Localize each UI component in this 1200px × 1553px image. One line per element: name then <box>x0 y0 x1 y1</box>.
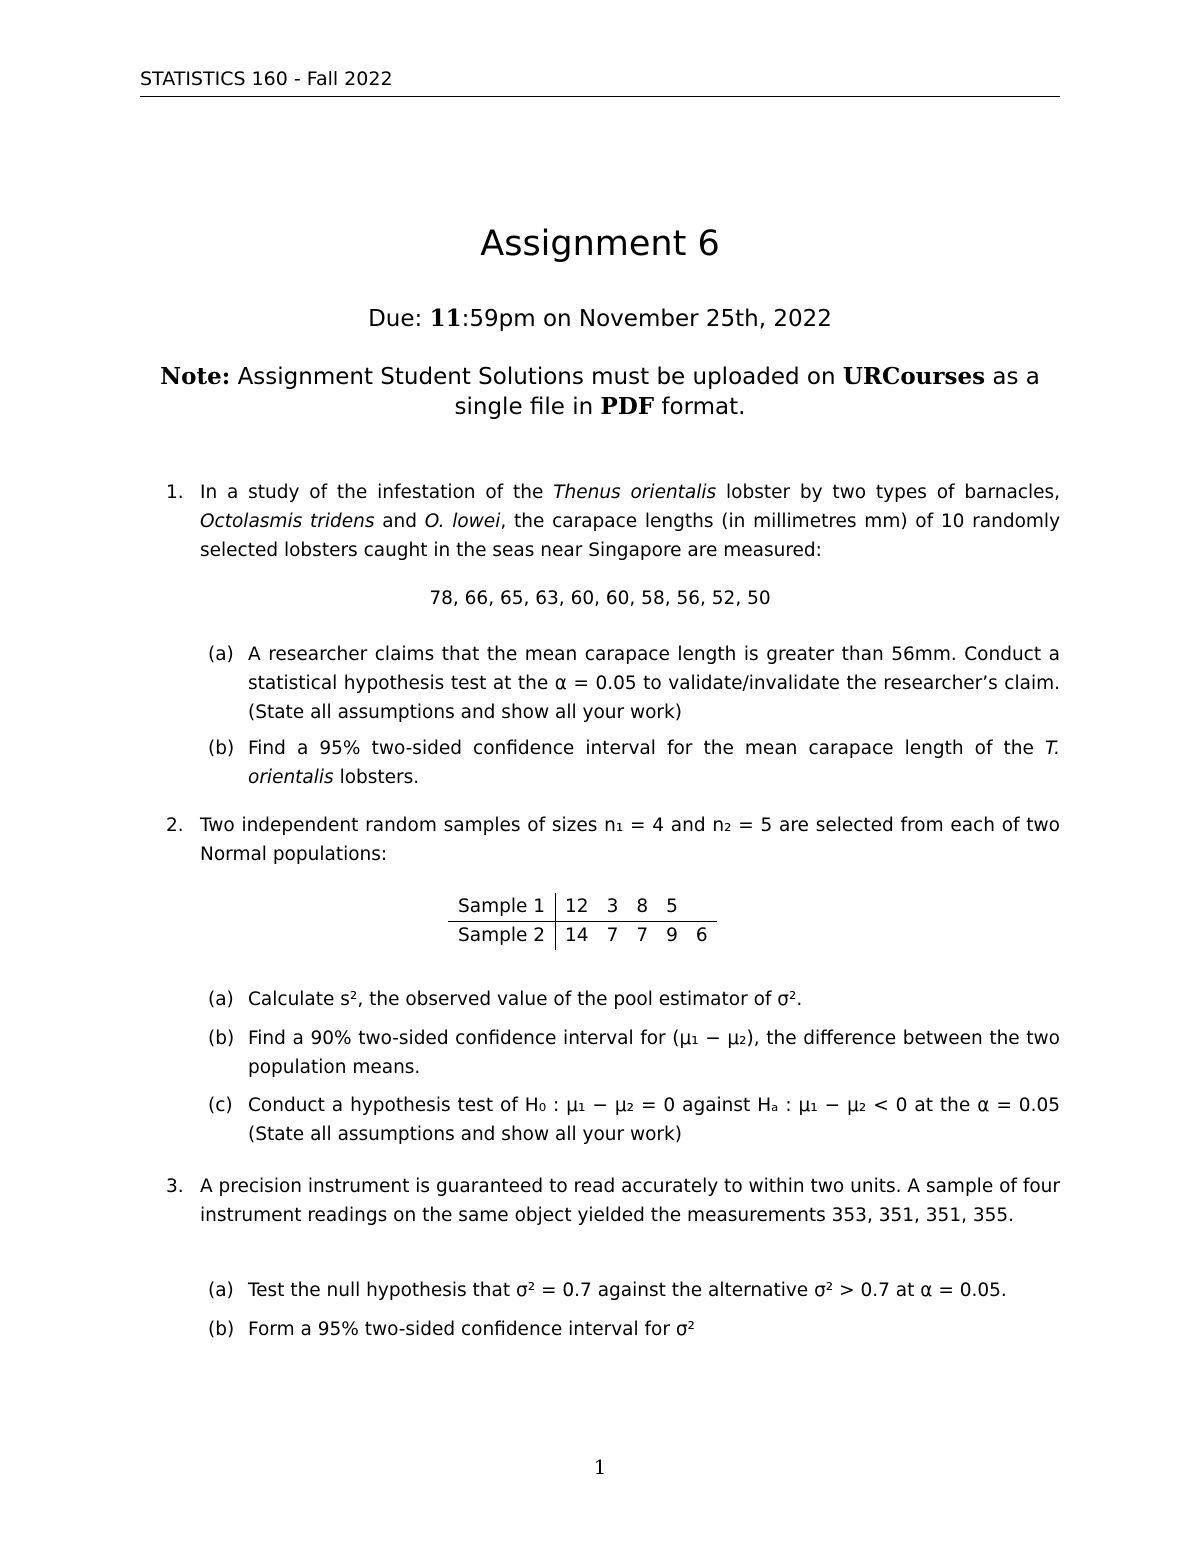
question-2-number: 2. <box>166 815 184 836</box>
q3-b-label: (b) <box>208 1319 235 1340</box>
q2-part-b <box>208 1024 1060 1082</box>
course-header: STATISTICS 160 - Fall 2022 <box>140 68 1060 97</box>
q1-species-2: Octolasmis tridens <box>200 511 375 532</box>
q2-c-label: (c) <box>208 1095 233 1116</box>
table-cell: 5 <box>657 893 687 922</box>
q2-a-label: (a) <box>208 989 234 1010</box>
q2-c-text: Conduct a hypothesis test of H₀ : μ₁ − μ₂ = 0 against Hₐ : μ₁ − μ₂ < 0 at the α = 0.05 (State all assumptions and show all your work) <box>248 1095 1060 1145</box>
q1-text-part: and <box>374 511 425 532</box>
q1-species-1: Thenus orientalis <box>553 482 717 503</box>
table-cell: 9 <box>666 925 678 946</box>
due-date <box>0 305 1200 332</box>
question-1 <box>166 478 1061 565</box>
due-rest: :59pm on November 25th, 2022 <box>461 306 832 332</box>
table-row <box>448 893 717 922</box>
question-3-number: 3. <box>166 1176 184 1197</box>
q2-b-text: Find a 90% two-sided confidence interval for (μ₁ − μ₂), the difference between the two population means. <box>248 1028 1060 1078</box>
row-label: Sample 1 <box>448 893 556 922</box>
q1-b-text-end: lobsters. <box>333 767 420 788</box>
table-cell: 7 <box>606 925 619 946</box>
q1-text-part: , the carapace lengths (in millimetres mm) of 10 randomly selected lobsters caught in the seas near Singapore are measured: <box>200 511 1061 561</box>
q2-part-c <box>208 1091 1060 1149</box>
note-text-1: Assignment Student Solutions must be uploaded on <box>230 364 843 390</box>
q1-data-values: 78, 66, 65, 63, 60, 60, 58, 56, 52, 50 <box>429 588 771 609</box>
q1-b-species: T. orientalis <box>248 738 1060 788</box>
due-time-bold: 11 <box>429 305 462 332</box>
table-cell: 8 <box>627 893 657 922</box>
q2-part-a <box>208 985 1060 1014</box>
question-2 <box>166 811 1060 869</box>
table-cell: 7 <box>636 925 649 946</box>
table-cell: 14 <box>565 925 589 946</box>
q3-b-text: Form a 95% two-sided confidence interval for σ² <box>248 1319 695 1340</box>
note-text-3: format. <box>654 394 746 420</box>
q1-b-label: (b) <box>208 738 235 759</box>
q1-a-text: A researcher claims that the mean carapace length is greater than 56mm. Conduct a statistical hypothesis test at the α = 0.05 to validate/invalidate the researcher’s claim. (State all assumptions and show all your work) <box>248 644 1060 723</box>
table-cell: 3 <box>598 893 628 922</box>
q1-b-text: Find a 95% two-sided confidence interval for the mean carapace length of the <box>248 738 1045 759</box>
table-cell: 12 <box>556 893 598 922</box>
q1-part-a <box>208 640 1060 727</box>
page-number: 1 <box>593 1455 607 1479</box>
q3-part-a <box>208 1276 1060 1305</box>
q2-a-text: Calculate s², the observed value of the pool estimator of σ². <box>248 989 803 1010</box>
q3-a-text: Test the null hypothesis that σ² = 0.7 against the alternative σ² > 0.7 at α = 0.05. <box>248 1280 1007 1301</box>
q1-a-label: (a) <box>208 644 234 665</box>
q3-part-b <box>208 1315 1060 1344</box>
assignment-title: Assignment 6 <box>480 224 720 264</box>
urcourses-text: URCourses <box>842 363 986 390</box>
table-cell: 6 <box>695 925 708 946</box>
question-1-number: 1. <box>166 482 184 503</box>
question-3 <box>166 1172 1060 1230</box>
samples-table <box>448 893 717 950</box>
q2-text: Two independent random samples of sizes n₁ = 4 and n₂ = 5 are selected from each of two Normal populations: <box>200 815 1060 865</box>
q1-text-part: In a study of the infestation of the <box>200 482 554 503</box>
table-cell <box>687 893 717 922</box>
table-row <box>448 922 717 951</box>
q1-text-part: lobster by two types of barnacles, <box>716 482 1060 503</box>
q1-part-b <box>208 734 1060 792</box>
submission-note <box>140 362 1060 422</box>
q3-a-label: (a) <box>208 1280 234 1301</box>
row-label: Sample 2 <box>448 922 556 951</box>
due-label: Due: <box>368 306 423 332</box>
q1-species-3: O. lowei <box>424 511 501 532</box>
pdf-text: PDF <box>600 393 655 420</box>
q3-text: A precision instrument is guaranteed to read accurately to within two units. A sample of four instrument readings on the same object yielded the measurements 353, 351, 351, 355. <box>200 1176 1060 1226</box>
note-text-2: as a single file in <box>454 364 1040 420</box>
note-label: Note: <box>160 363 231 390</box>
q2-b-label: (b) <box>208 1028 235 1049</box>
